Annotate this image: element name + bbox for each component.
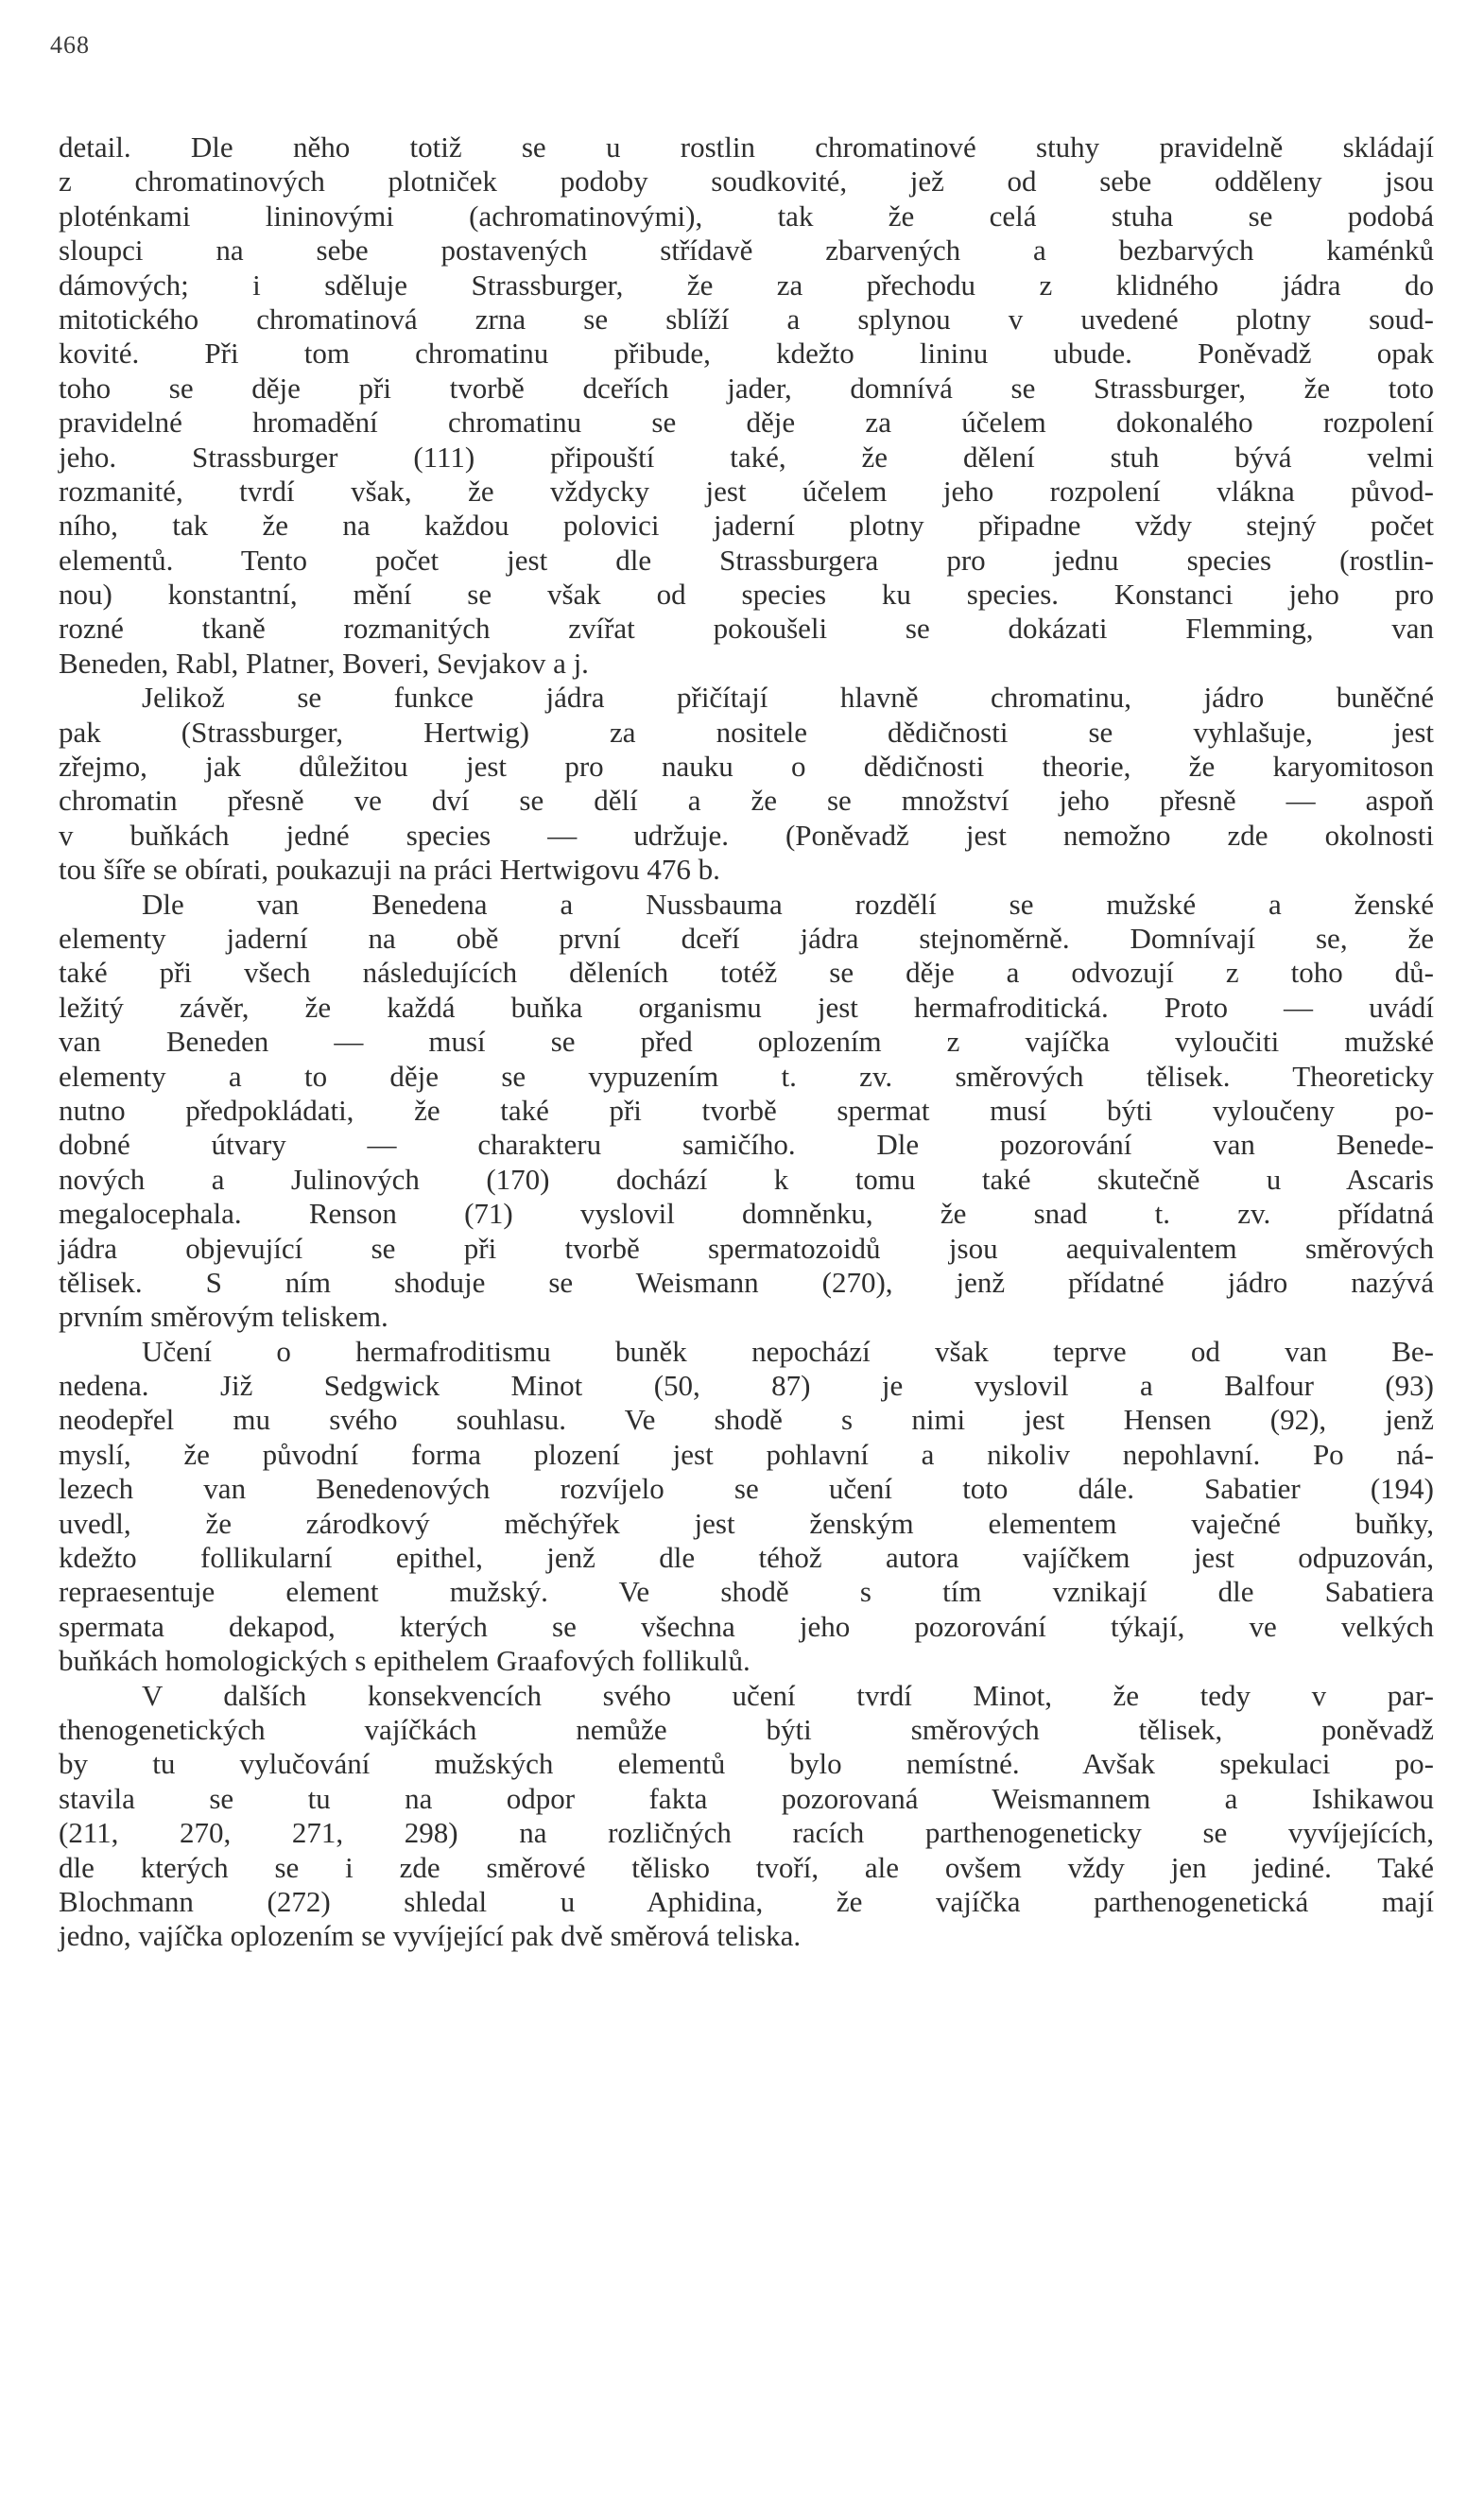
text-line: jedno, vajíčka oplozením se vyvíjející pak dvě směrová teliska.	[59, 1919, 802, 1953]
text-line: sloupci na sebe postavených střídavě zbarvených a bezbarvých kaménků	[59, 233, 1434, 268]
text-line: jádra objevující se při tvorbě spermatozoidů jsou aequivalentem směrových	[59, 1231, 1434, 1265]
text-line: dobné útvary — charakteru samičího. Dle pozorování van Benede-	[59, 1128, 1434, 1162]
text-line: myslí, že původní forma plození jest pohlavní a nikoliv nepohlavní. Po ná-	[59, 1437, 1434, 1471]
text-line: elementy a to děje se vypuzením t. zv. směrových tělisek. Theoreticky	[59, 1059, 1434, 1093]
text-line: repraesentuje element mužský. Ve shodě s tím vznikají dle Sabatiera	[59, 1575, 1434, 1609]
page-number: 468	[50, 31, 90, 59]
text-line: thenogenetických vajíčkách nemůže býti směrových tělisek, poněvadž	[59, 1712, 1434, 1746]
text-line: elementů. Tento počet jest dle Strassburgera pro jednu species (rostlin-	[59, 543, 1434, 577]
text-line: detail. Dle něho totiž se u rostlin chromatinové stuhy pravidelně skládají	[59, 130, 1434, 164]
text-line: rozmanité, tvrdí však, že vždycky jest účelem jeho rozpolení vlákna původ-	[59, 474, 1434, 508]
text-line: V dalších konsekvencích svého učení tvrdí Minot, že tedy v par-	[142, 1678, 1434, 1712]
body-text	[59, 130, 1434, 1954]
text-line: uvedl, že zárodkový měchýřek jest ženským elementem vaječné buňky,	[59, 1506, 1434, 1540]
text-line: ploténkami lininovými (achromatinovými), tak že celá stuha se podobá	[59, 199, 1434, 233]
text-line: ležitý závěr, že každá buňka organismu jest hermafroditická. Proto — uvádí	[59, 990, 1434, 1024]
text-line: nových a Julinových (170) dochází k tomu také skutečně u Ascaris	[59, 1162, 1434, 1196]
text-line: také při všech následujících děleních totéž se děje a odvozují z toho dů-	[59, 956, 1434, 990]
text-line: kdežto follikularní epithel, jenž dle téhož autora vajíčkem jest odpuzován,	[59, 1541, 1434, 1575]
text-line: lezech van Benedenových rozvíjelo se učení toto dále. Sabatier (194)	[59, 1472, 1434, 1506]
text-line: Blochmann (272) shledal u Aphidina, že vajíčka parthenogenetická mají	[59, 1884, 1434, 1918]
text-line: tou šíře se obírati, poukazuji na práci Hertwigovu 476 b.	[59, 853, 720, 887]
text-line: kovité. Při tom chromatinu přibude, kdežto lininu ubude. Poněvadž opak	[59, 337, 1434, 371]
text-line: megalocephala. Renson (71) vyslovil domněnku, že snad t. zv. přídatná	[59, 1197, 1434, 1231]
text-line: z chromatinových plotniček podoby soudkovité, jež od sebe odděleny jsou	[59, 164, 1434, 199]
text-line: by tu vylučování mužských elementů bylo nemístné. Avšak spekulaci po-	[59, 1747, 1434, 1781]
text-line: zřejmo, jak důležitou jest pro nauku o dědičnosti theorie, že karyomitoson	[59, 750, 1434, 784]
text-line: prvním směrovým teliskem.	[59, 1300, 388, 1334]
text-line: nou) konstantní, mění se však od species ku species. Konstanci jeho pro	[59, 578, 1434, 612]
text-line: mitotického chromatinová zrna se sblíží a splynou v uvedené plotny soud-	[59, 302, 1434, 336]
text-line: toho se děje při tvorbě dceřích jader, domnívá se Strassburger, že toto	[59, 371, 1434, 405]
text-line: pak (Strassburger, Hertwig) za nositele dědičnosti se vyhlašuje, jest	[59, 715, 1434, 749]
text-line: stavila se tu na odpor fakta pozorovaná Weismannem a Ishikawou	[59, 1781, 1434, 1815]
text-line: dámových; i sděluje Strassburger, že za přechodu z klidného jádra do	[59, 268, 1434, 302]
text-line: nedena. Již Sedgwick Minot (50, 87) je vyslovil a Balfour (93)	[59, 1369, 1434, 1403]
text-line: spermata dekapod, kterých se všechna jeho pozorování týkají, ve velkých	[59, 1609, 1434, 1643]
text-line: Jelikož se funkce jádra přičítají hlavně chromatinu, jádro buněčné	[142, 681, 1434, 715]
text-line: pravidelné hromadění chromatinu se děje za účelem dokonalého rozpolení	[59, 406, 1434, 440]
text-line: (211, 270, 271, 298) na rozličných racích parthenogeneticky se vyvíjejících,	[59, 1816, 1434, 1850]
text-line: tělisek. S ním shoduje se Weismann (270), jenž přídatné jádro nazývá	[59, 1265, 1434, 1299]
text-line: jeho. Strassburger (111) připouští také, že dělení stuh bývá velmi	[59, 440, 1434, 474]
text-line: rozné tkaně rozmanitých zvířat pokoušeli se dokázati Flemming, van	[59, 612, 1434, 646]
text-line: neodepřel mu svého souhlasu. Ve shodě s nimi jest Hensen (92), jenž	[59, 1403, 1434, 1437]
text-line: chromatin přesně ve dví se dělí a že se množství jeho přesně — aspoň	[59, 784, 1434, 818]
text-line: nutno předpokládati, že také při tvorbě spermat musí býti vyloučeny po-	[59, 1093, 1434, 1127]
text-line: Beneden, Rabl, Platner, Boveri, Sevjakov a j.	[59, 646, 589, 680]
text-line: van Beneden — musí se před oplozením z vajíčka vyloučiti mužské	[59, 1025, 1434, 1059]
text-line: ního, tak že na každou polovici jaderní plotny připadne vždy stejný počet	[59, 509, 1434, 543]
text-line: Učení o hermafroditismu buněk nepochází však teprve od van Be-	[142, 1334, 1434, 1368]
text-line: dle kterých se i zde směrové tělisko tvoří, ale ovšem vždy jen jediné. Také	[59, 1850, 1434, 1884]
text-line: v buňkách jedné species — udržuje. (Poněvadž jest nemožno zde okolnosti	[59, 818, 1434, 852]
text-line: buňkách homologických s epithelem Graafových follikulů.	[59, 1644, 751, 1678]
text-line: elementy jaderní na obě první dceří jádra stejnoměrně. Domnívají se, že	[59, 921, 1434, 955]
text-line: Dle van Benedena a Nussbauma rozdělí se mužské a ženské	[142, 887, 1434, 921]
